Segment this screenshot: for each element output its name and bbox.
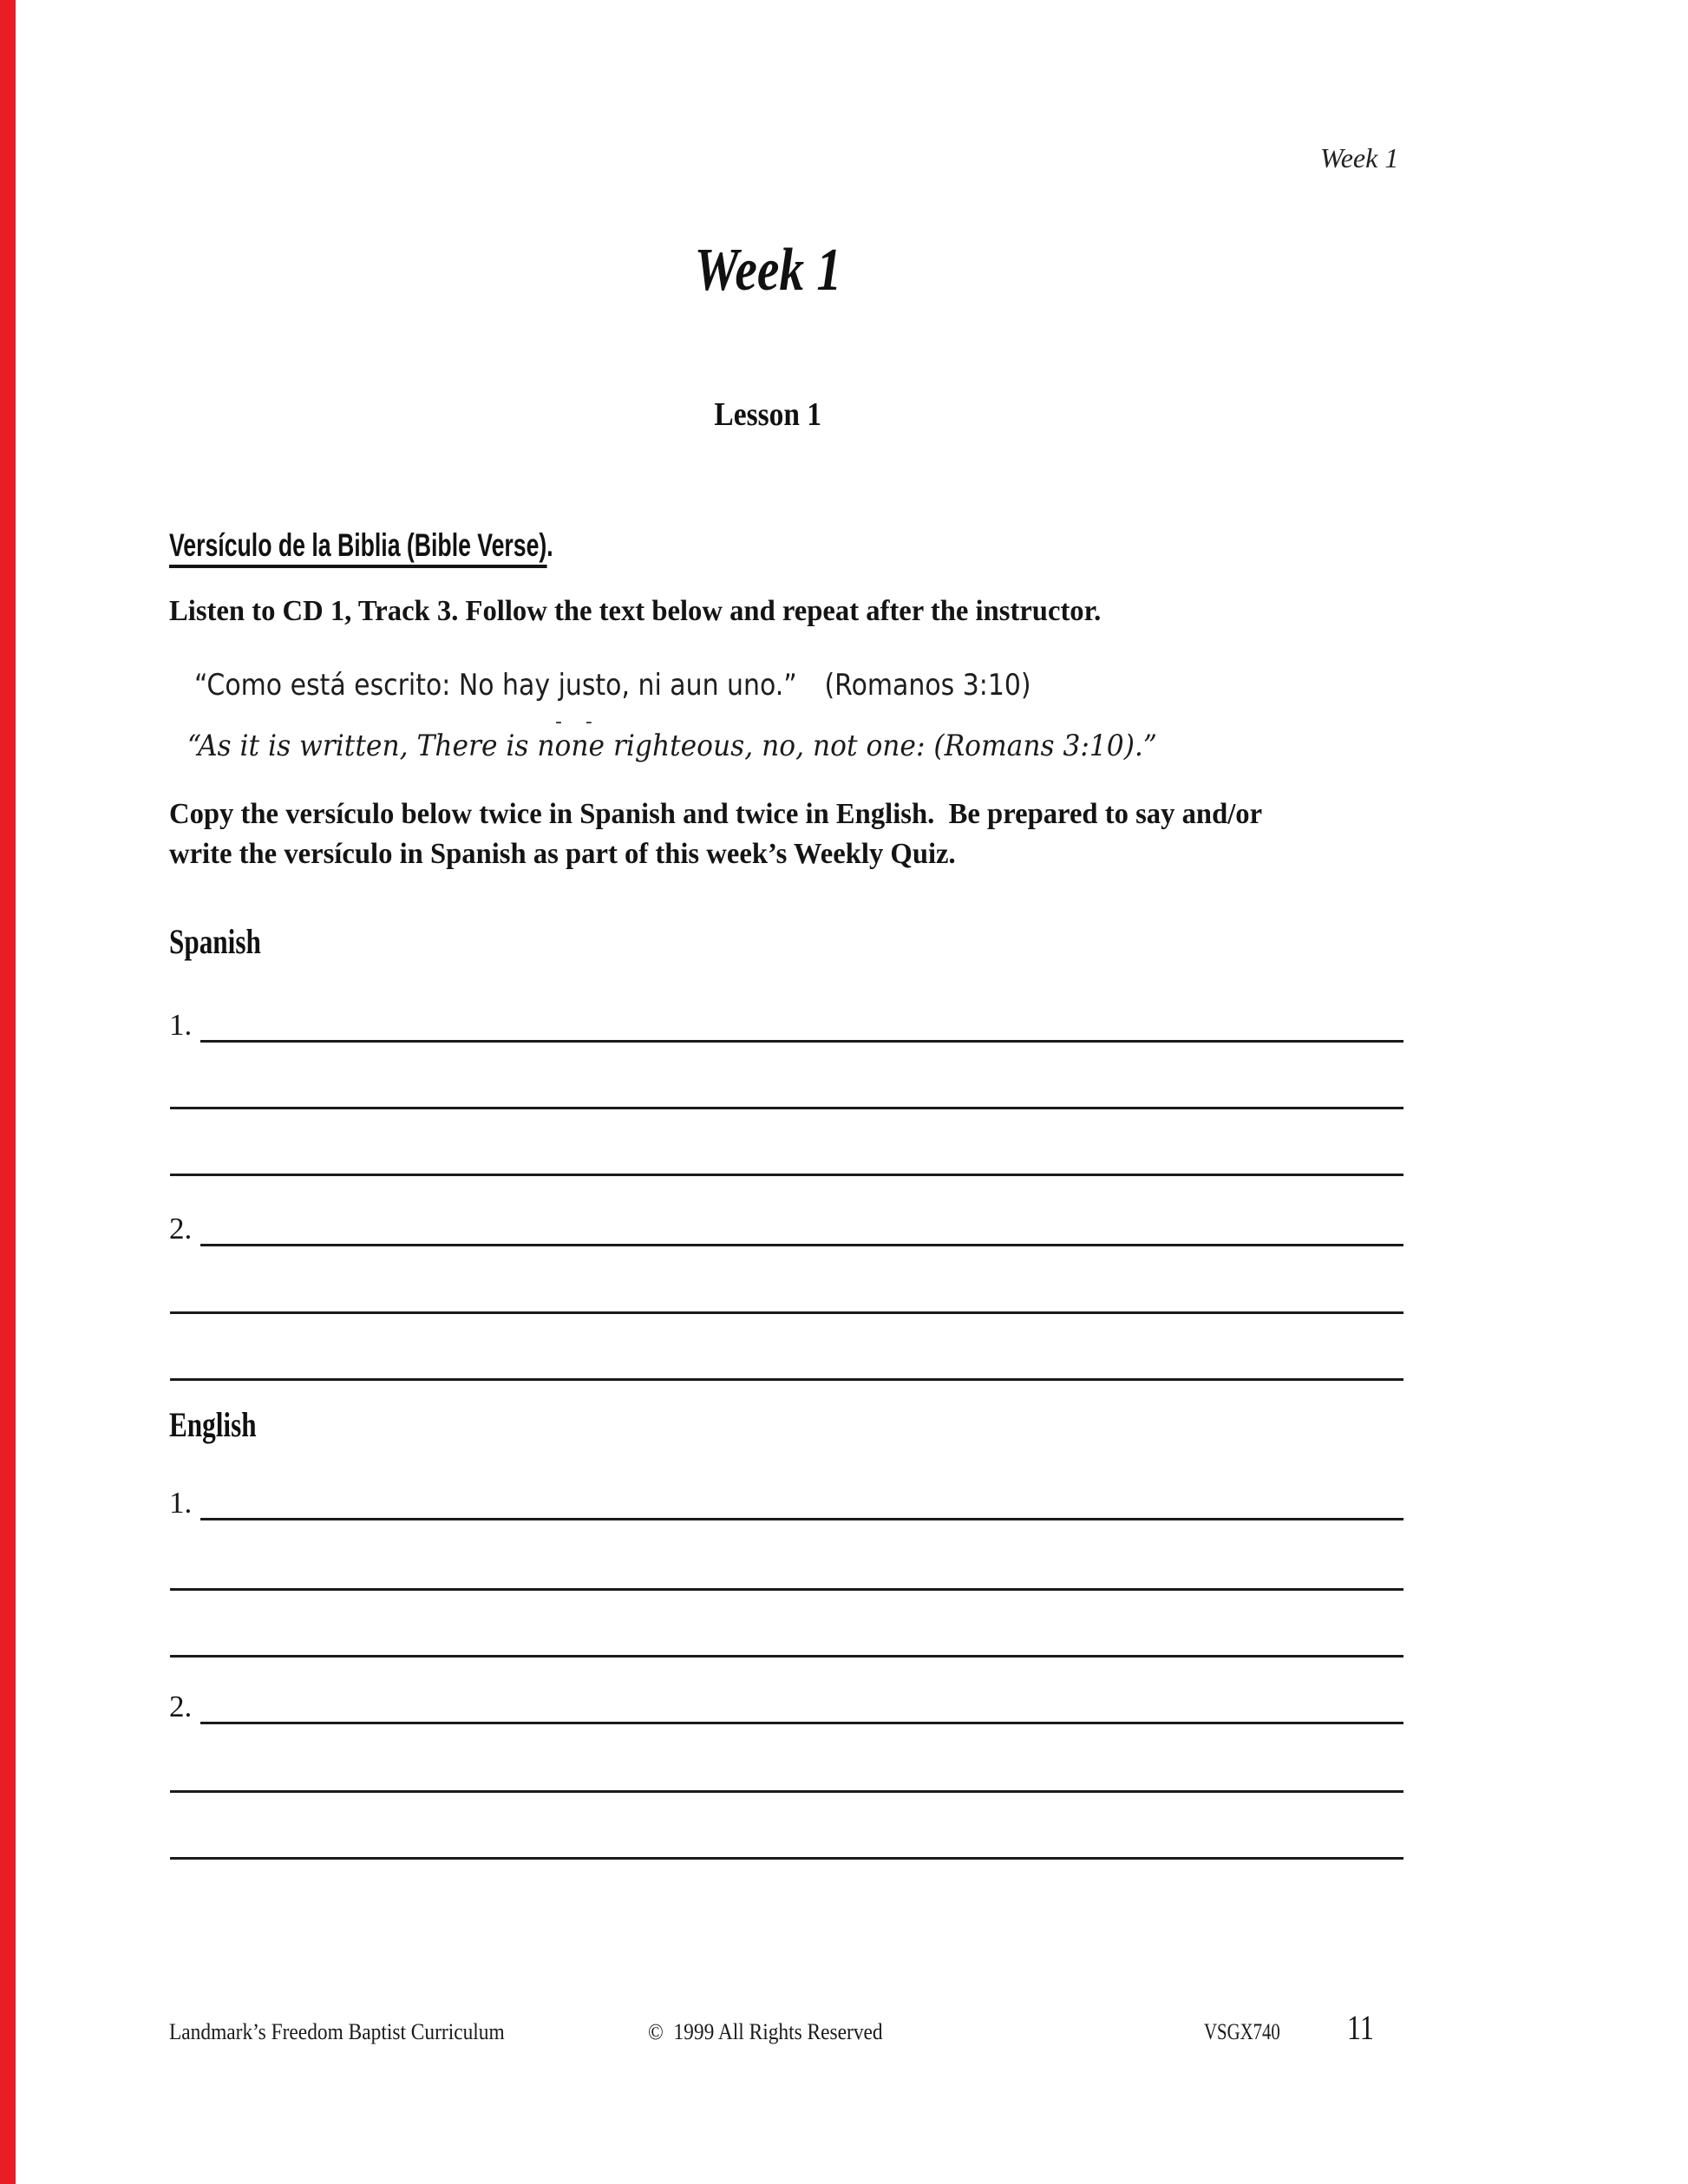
copy-instruction-line1: Copy the versículo below twice in Spanish and twice in English. Be prepared to say and/or (169, 798, 1263, 830)
spanish-verse: “Como está escrito: No hay justo, ni aun uno.” (194, 668, 797, 703)
writing-line (200, 1486, 1403, 1520)
spanish-item-1-number: 1. (169, 1008, 193, 1042)
writing-line (170, 1588, 1403, 1591)
writing-line (170, 1174, 1403, 1176)
writing-line (170, 1857, 1403, 1860)
english-section-label-wrap (169, 1404, 281, 1445)
copy-instruction-line2: write the versículo in Spanish as part of this week’s Weekly Quiz. (169, 838, 956, 870)
page-title-wrap (130, 236, 1405, 305)
listen-instruction: Listen to CD 1, Track 3. Follow the text below and repeat after the instructor. (169, 595, 1102, 627)
footer-page-number: 11 (1347, 2008, 1374, 2047)
english-item-2-number: 2. (169, 1690, 193, 1723)
writing-line (200, 1212, 1403, 1246)
spanish-item-2-row (169, 1212, 1403, 1246)
english-item-1-number: 1. (169, 1486, 193, 1520)
english-section-label: English (169, 1405, 257, 1444)
english-verse: “As it is written, There is none righteous, no, not one: (Romans 3:10).” (187, 729, 1157, 763)
writing-line (170, 1378, 1403, 1381)
spanish-verse-line (194, 668, 1031, 703)
spanish-item-1-row (169, 1008, 1403, 1043)
footer-copyright: © 1999 All Rights Reserved (648, 2019, 883, 2044)
scan-artifact-marks: - - (555, 711, 601, 733)
verse-heading-text: Versículo de la Biblia (Bible Verse) (169, 527, 546, 568)
english-item-1-row (169, 1486, 1403, 1520)
writing-line (170, 1311, 1403, 1314)
english-item-2-row (169, 1690, 1403, 1724)
verse-heading (169, 527, 553, 564)
writing-line (200, 1008, 1403, 1043)
verse-heading-period: . (546, 527, 553, 563)
spanish-section-label: Spanish (169, 922, 261, 961)
running-header: Week 1 (1320, 142, 1399, 173)
footer-product-code: VSGX740 (1204, 2019, 1280, 2044)
writing-line (170, 1790, 1403, 1793)
spanish-item-2-number: 2. (169, 1212, 193, 1246)
spanish-verse-reference: (Romanos 3:10) (824, 668, 1031, 703)
scan-edge-stripe (0, 0, 16, 2184)
footer-publisher: Landmark’s Freedom Baptist Curriculum (169, 2019, 505, 2044)
spanish-section-label-wrap (169, 921, 287, 962)
lesson-subtitle-wrap (130, 396, 1405, 434)
page-title: Week 1 (694, 237, 841, 304)
writing-line (200, 1690, 1403, 1724)
writing-line (170, 1655, 1403, 1658)
writing-line (170, 1107, 1403, 1109)
lesson-subtitle: Lesson 1 (714, 396, 821, 433)
